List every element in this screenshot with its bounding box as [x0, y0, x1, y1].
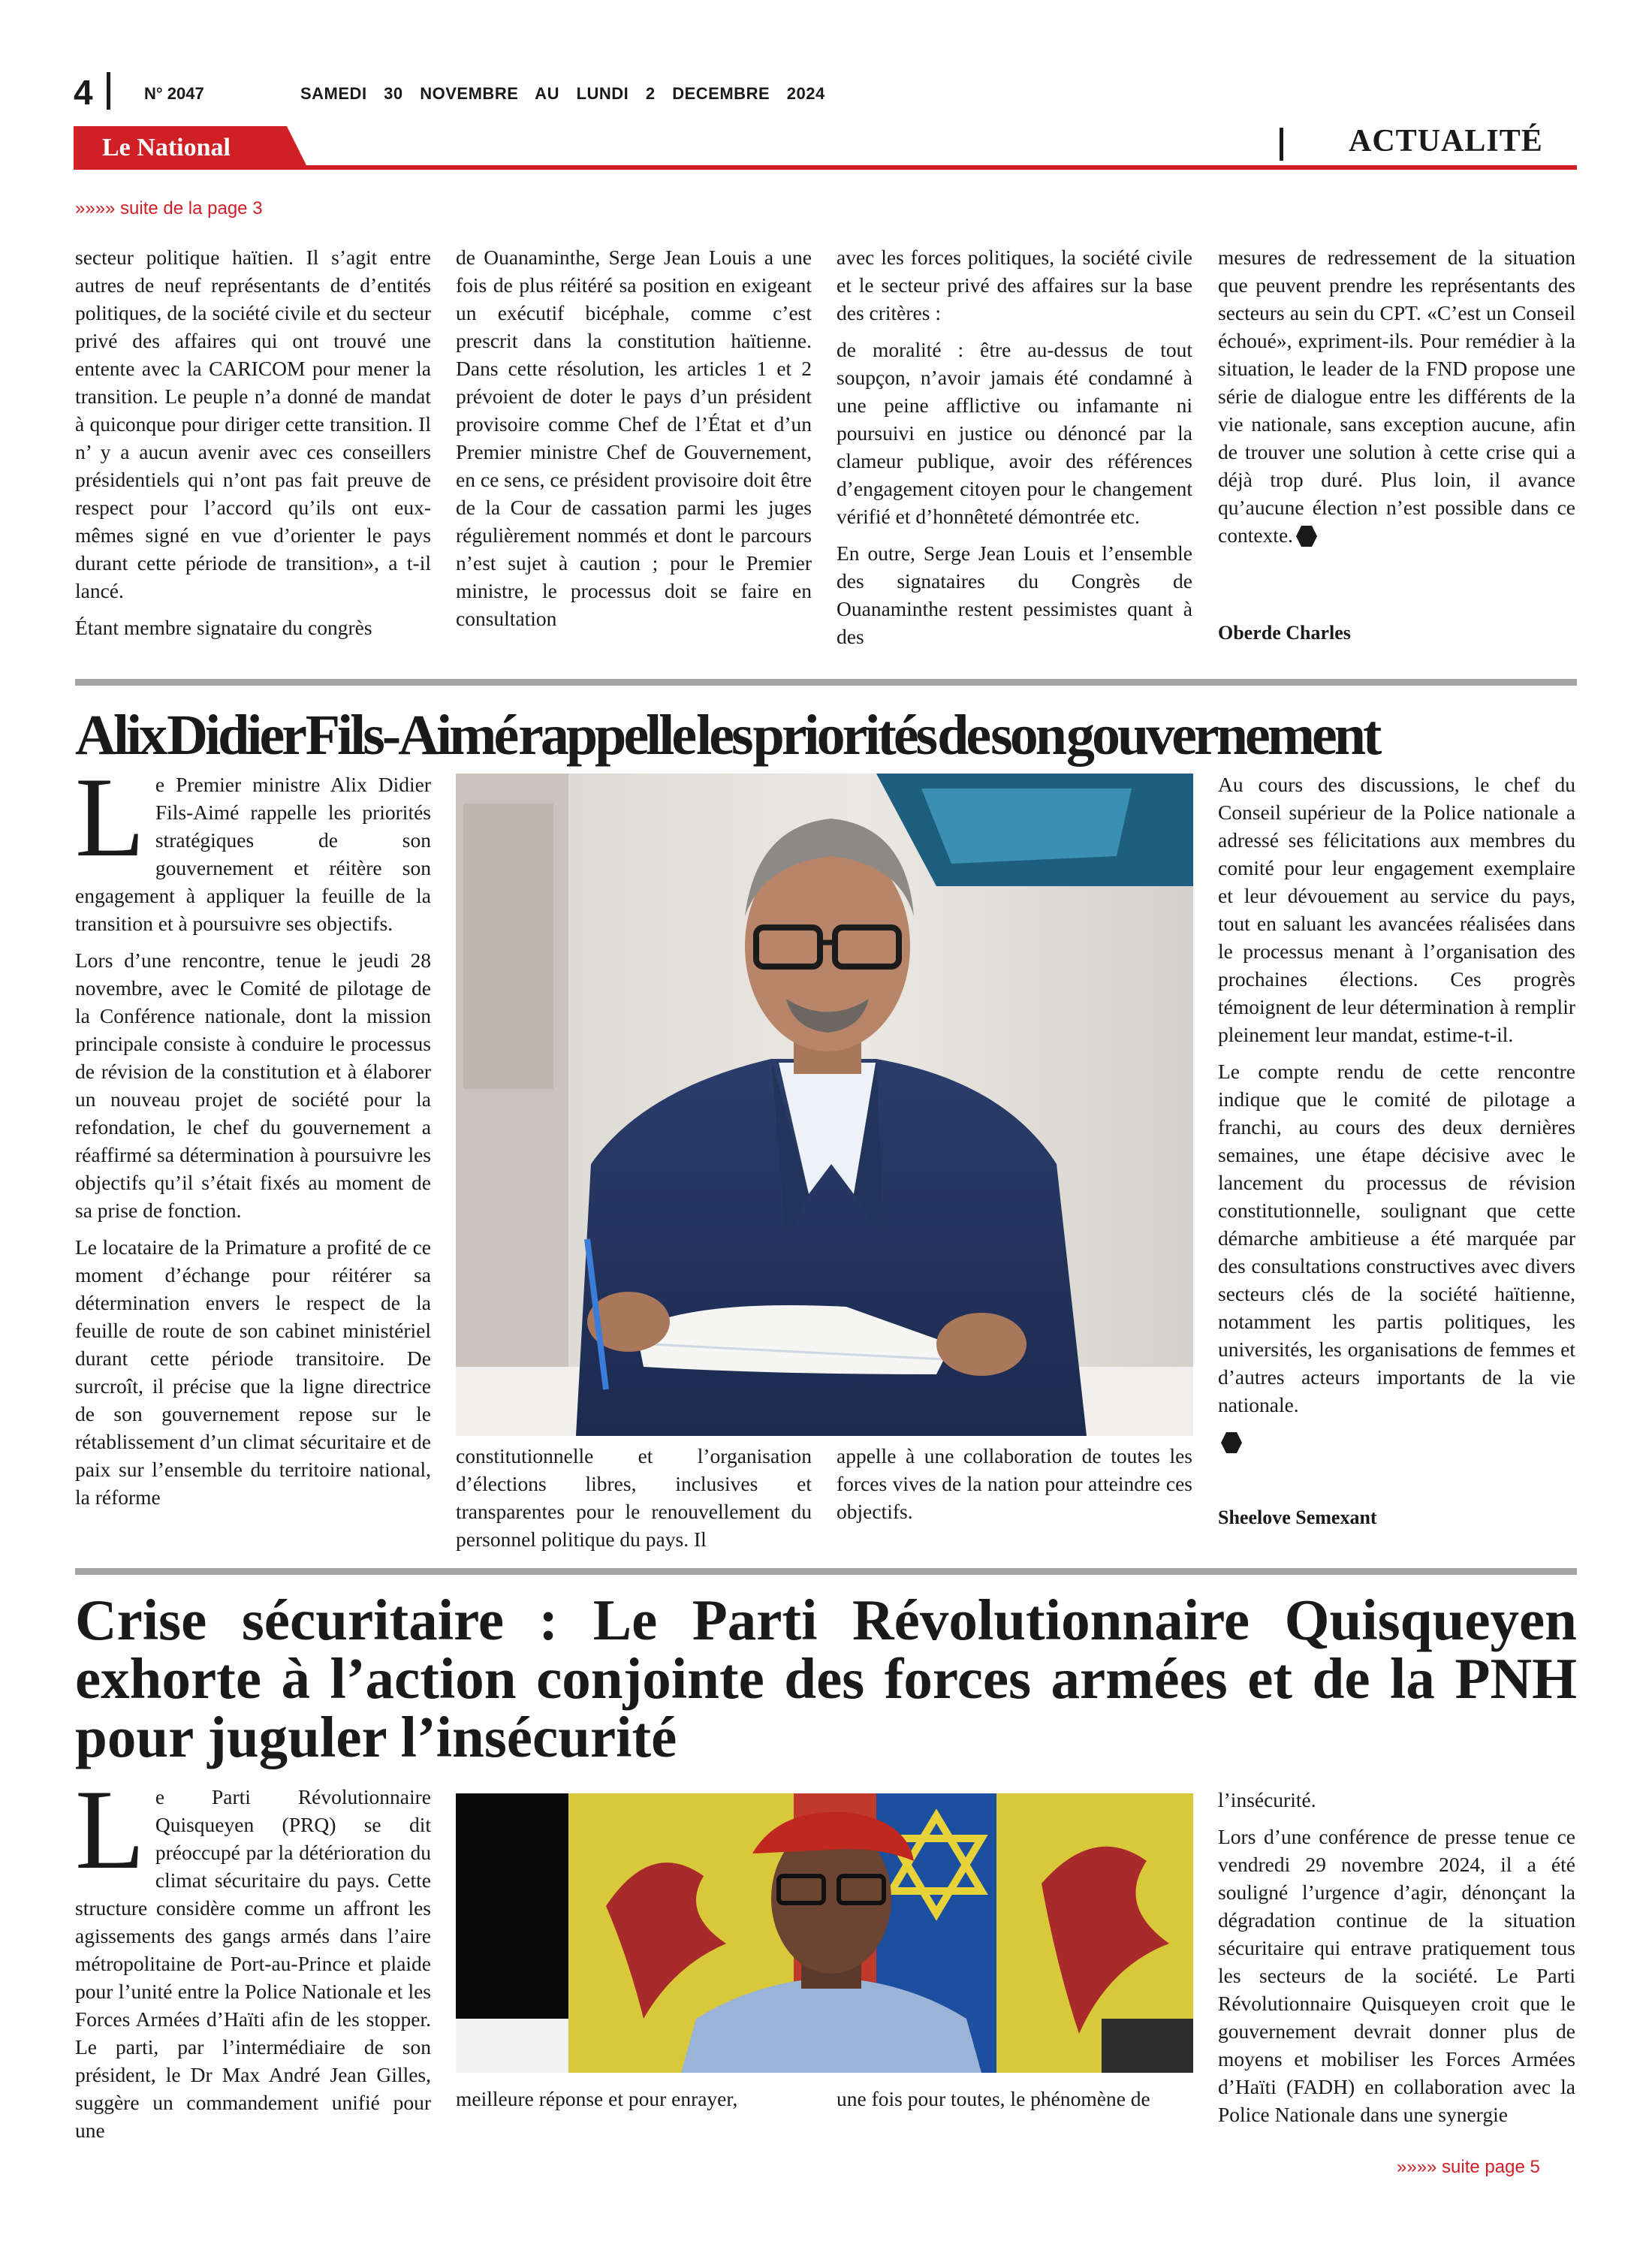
paragraph: Étant membre signataire du congrès	[75, 616, 372, 639]
article1-column-3	[837, 243, 1192, 659]
article1-column-1	[75, 243, 431, 650]
article3-column-4	[1218, 1786, 1575, 2137]
article2-column-1	[75, 754, 431, 1520]
paragraph: secteur politique haïtien. Il s’agit entre autres de neuf représentants de d’entités politiques, de la société civile et du secteur privé des affaires qui ont trouvé une entente avec la CARICOM pour mener la transition. Le peuple n’a donné de mandat à quiconque pour diriger cette transition. Il n’ y a aucun avenir avec ces conseillers présidentiels qui n’ont pas fait preuve de respect pour l’accord qu’ils ont eux-mêmes signé en vue d’orienter le pays durant cette période de transition», a t-il lancé.	[75, 246, 431, 602]
article-divider	[75, 679, 1577, 686]
drop-cap: L	[75, 754, 145, 880]
article2-column-3	[837, 1442, 1192, 1534]
paragraph: Lors d’une conférence de presse tenue ce vendredi 29 novembre 2024, il a été souligné l’urgence d’agir, dénonçant la dégradation continue de la situation sécuritaire qui entrave pratiquement tous les secteurs de la société. Le Parti Révolutionnaire Quisqueyen croit que le gouvernement devrait donner plus de moyens et mobiliser les Forces Armées d’Haïti (FADH) en collaboration avec la Police Nationale dans une synergie	[1218, 1825, 1575, 2126]
article3-headline: Crise sécuritaire : Le Parti Révolutionnaire Quisqueyen exhorte à l’action conjointe des forces armées et de la PNH pour juguler l’insécurité	[75, 1588, 1577, 1769]
drop-cap: L	[75, 1766, 145, 1893]
page-number-divider	[107, 72, 110, 110]
paragraph: Le compte rendu de cette rencontre indique que le comité de pilotage a franchi, au cours des deux dernières semaines, une étape décisive avec le lancement du processus de révision constitutionnelle, soulignant que cette démarche ambitieuse a été marquée par des consultations constructives avec divers secteurs clés de la société haïtienne, notamment les partis politiques, les universités, les organisations de femmes et d’autres acteurs importants de la vie nationale.	[1218, 1060, 1575, 1416]
paragraph: de moralité : être au-dessus de tout soupçon, n’avoir jamais été condamné à une peine afflictive ou infamante ni poursuivi en justice ou dénoncé par la clameur publique, avoir des références d’engagement citoyen pour le changement vérifié et d’honnêteté démontrée etc.	[837, 338, 1192, 528]
continued-to: »»»» suite page 5	[1397, 2157, 1540, 2177]
paragraph: constitutionnelle et l’organisation d’élections libres, inclusives et transparentes pour le renouvellement du personnel politique du pays. Il	[456, 1444, 812, 1551]
article-divider	[75, 1568, 1577, 1575]
paragraph: de Ouanaminthe, Serge Jean Louis a une fois de plus réitéré sa position en exigeant un exécutif bicéphale, comme c’est prescrit dans la constitution haïtienne. Dans cette résolution, les articles 1 et 2 prévoient de doter le pays d’un président provisoire comme Chef de l’État et d’un Premier ministre Chef de Gouvernement, en ce sens, ce président provisoire doit être de la Cour de cassation parmi les juges régulièrement nommés et dont le parcours n’est sujet à caution ; pour le Premier ministre, le processus doit se faire en consultation	[456, 246, 812, 630]
paragraph: Au cours des discussions, le chef du Conseil supérieur de la Police nationale a adressé ses félicitations aux membres du comité pour leur engagement exemplaire et leur dévouement au service du pays, tout en saluant les avancées réalisées dans le processus menant à l’organisation des prochaines élections. Ces progrès témoignent de leur détermination à remplir pleinement leur mandat, estime-t-il.	[1218, 773, 1575, 1046]
end-mark-icon	[1296, 526, 1317, 547]
article1-column-4	[1218, 243, 1575, 558]
article3-column-1	[75, 1766, 431, 2153]
page-number: 4	[74, 73, 93, 112]
paragraph: meilleure réponse et pour enrayer,	[456, 2087, 738, 2110]
prime-minister-photo	[456, 774, 1193, 1436]
article1-author: Oberde Charles	[1218, 622, 1351, 644]
issue-date: SAMEDI 30 NOVEMBRE AU LUNDI 2 DECEMBRE 2024	[300, 84, 825, 103]
continued-from: »»»» suite de la page 3	[75, 198, 263, 219]
paragraph: Le Premier ministre Alix Didier Fils-Aimé rappelle les priorités stratégiques de son gouvernement et réitère son engagement à appliquer la feuille de la transition et à poursuivre ses objectifs.	[75, 754, 431, 935]
paragraph: avec les forces politiques, la société civile et le secteur privé des affaires sur la base des critères :	[837, 246, 1192, 324]
section-divider	[1280, 128, 1283, 161]
article3-photo	[456, 1793, 1193, 2073]
article2-photo	[456, 774, 1193, 1436]
party-president-photo	[456, 1793, 1193, 2073]
brand-logo: Le National	[102, 134, 231, 161]
end-mark-icon	[1221, 1432, 1242, 1453]
paragraph: En outre, Serge Jean Louis et l’ensemble des signataires du Congrès de Ouanaminthe restent pessimistes quant à des	[837, 541, 1192, 648]
article1-column-2	[456, 243, 812, 641]
paragraph: l’insécurité.	[1218, 1788, 1316, 1811]
issue-number: N° 2047	[144, 84, 204, 103]
article3-column-2	[456, 2085, 812, 2122]
paragraph: Le locataire de la Primature a profité de ce moment d’échange pour réitérer sa détermination envers le respect de la feuille de route de son cabinet ministériel durant cette période transitoire. De surcroît, il précise que la ligne directrice de son gouvernement repose sur le rétablissement d’un climat sécuritaire et de paix sur l’ensemble du territoire national, la réforme	[75, 1235, 431, 1509]
paragraph: Lors d’une rencontre, tenue le jeudi 28 novembre, avec le Comité de pilotage de la Conférence nationale, dont la mission principale consiste à conduire le processus de révision de la constitution et à élaborer un nouveau projet de société pour la refondation, le chef du gouvernement a réaffirmé sa détermination à poursuivre les objectifs qu’il s’était fixés au moment de sa prise de fonction.	[75, 949, 431, 1222]
paragraph: appelle à une collaboration de toutes les forces vives de la nation pour atteindre ces objectifs.	[837, 1444, 1192, 1523]
end-mark	[1218, 1428, 1575, 1455]
article3-column-3	[837, 2085, 1192, 2122]
paragraph: une fois pour toutes, le phénomène de	[837, 2087, 1150, 2110]
paragraph: Le Parti Révolutionnaire Quisqueyen (PRQ) se dit préoccupé par la détérioration du climat sécuritaire du pays. Cette structure considère comme un affront les agissements des gangs armés dans l’aire métropolitaine de Port-au-Prince et plaide pour l’unité entre la Police Nationale et les Forces Armées d’Haïti afin de les stopper. Le parti, par l’intermédiaire de son président, le Dr Max André Jean Gilles, suggère un commandement unifié pour une	[75, 1766, 431, 2142]
section-title: ACTUALITÉ	[1349, 124, 1543, 158]
article2-column-2	[456, 1442, 812, 1562]
header-rule	[74, 165, 1577, 170]
paragraph: mesures de redressement de la situation que peuvent prendre les représentants des secteurs au sein du CPT. «C’est un Conseil échoué», expriment-ils. Pour remédier à la situation, le leader de la FND propose une série de dialogue entre les différents de la vie nationale, sans exception aucune, afin de trouver une solution à cette crise qui a déjà trop duré. Plus loin, il avance qu’aucune élection n’est possible dans ce contexte.	[1218, 246, 1575, 547]
article2-column-4	[1218, 771, 1575, 1455]
article2-headline: Alix Didier Fils-Aimé rappelle les priorités de son gouvernement	[75, 704, 1379, 767]
article2-author: Sheelove Semexant	[1218, 1507, 1377, 1528]
